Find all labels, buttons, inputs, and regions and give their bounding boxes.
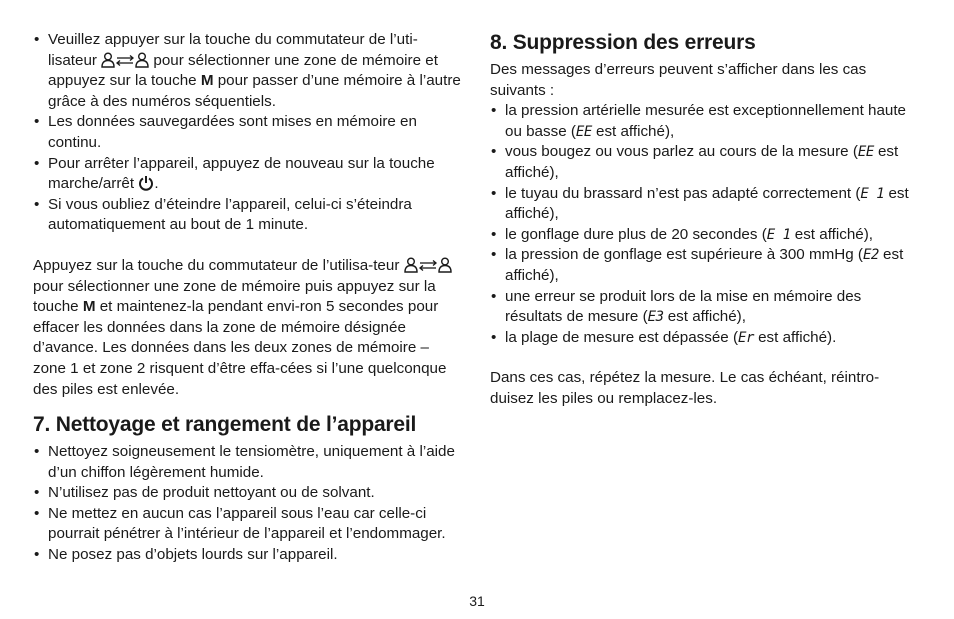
list-item: • la plage de mesure est dépassée (Er est affiché).: [490, 328, 910, 349]
error-list: [490, 101, 910, 348]
list-item: • une erreur se produit lors de la mise en mémoire des résultats de mesure (E3 est affiché),: [490, 287, 910, 328]
error-code: E 1: [860, 185, 885, 202]
list-item: • la pression artérielle mesurée est exceptionnellement haute ou basse (EE est affiché),: [490, 101, 910, 142]
cleaning-list: [33, 442, 463, 566]
user-switch-icon: [404, 257, 452, 273]
m-key-label: M: [82, 298, 96, 316]
section-heading-cleaning: 7. Nettoyage et rangement de l’appareil: [33, 413, 417, 437]
left-column: [33, 30, 463, 566]
list-item: • Si vous oubliez d’éteindre l’appareil, celui-ci s’éteindra automatiquement au bout de 1 minute.: [33, 195, 463, 236]
page-number: 31: [469, 593, 485, 609]
errors-intro: Des messages d’erreurs peuvent s’afficher dans les cas suivants :: [490, 61, 867, 99]
list-item: • Ne mettez en aucun cas l’appareil sous l’eau car celle-ci pourrait pénétrer à l’intérieur de l’appareil et l’endommager.: [33, 504, 463, 545]
list-item: • le gonflage dure plus de 20 secondes (E 1 est affiché),: [490, 225, 910, 246]
user-switch-icon: [101, 52, 149, 68]
list-item: • Les données sauvegardées sont mises en mémoire en continu.: [33, 112, 463, 153]
list-item: • le tuyau du brassard n’est pas adapté correctement (E 1 est affiché),: [490, 184, 910, 225]
right-column: [490, 30, 910, 410]
section-heading-errors: 8. Suppression des erreurs: [490, 31, 756, 54]
error-code: Er: [738, 329, 754, 346]
error-code: E 1: [766, 226, 791, 243]
list-item: • Veuillez appuyer sur la touche du commutateur de l’uti-lisateur pour sélectionner une zone de mémoire et appuyez sur la touche M pour passer d’une mémoire à l’autre grâce à des numéros séquentiels.: [33, 30, 463, 112]
error-code: E3: [647, 309, 664, 326]
error-code: EE: [575, 123, 592, 140]
power-icon: [138, 175, 154, 191]
memory-list: [33, 30, 463, 236]
list-item: • N’utilisez pas de produit nettoyant ou de solvant.: [33, 483, 463, 504]
error-code: EE: [857, 144, 874, 161]
list-item: • Pour arrêter l’appareil, appuyez de nouveau sur la touche marche/arrêt .: [33, 154, 463, 195]
list-item: • vous bougez ou vous parlez au cours de la mesure (EE est affiché),: [490, 142, 910, 183]
list-item: • Ne posez pas d’objets lourds sur l’appareil.: [33, 545, 463, 566]
list-item: • Nettoyez soigneusement le tensiomètre, uniquement à l’aide d’un chiffon légèrement humide.: [33, 442, 463, 483]
list-item: • la pression de gonflage est supérieure à 300 mmHg (E2 est affiché),: [490, 245, 910, 286]
m-key-label: M: [200, 72, 214, 90]
erase-memory-paragraph: Appuyez sur la touche du commutateur de l’utilisa-teur pour sélectionner une zone de mémoire puis appuyez sur la touche M et maintenez-la pendant envi-ron 5 secondes pour effacer les données dans la zone de mémoire désignée d’avance. Les données dans les deux zones de mémoire – zone 1 et zone 2 risquent d’être effa-cées si l’une quelconque des piles est enlevée.: [33, 256, 463, 400]
errors-closing: Dans ces cas, répétez la mesure. Le cas échéant, réintro-duisez les piles ou remplacez-les.: [490, 369, 880, 407]
error-code: E2: [862, 247, 879, 264]
